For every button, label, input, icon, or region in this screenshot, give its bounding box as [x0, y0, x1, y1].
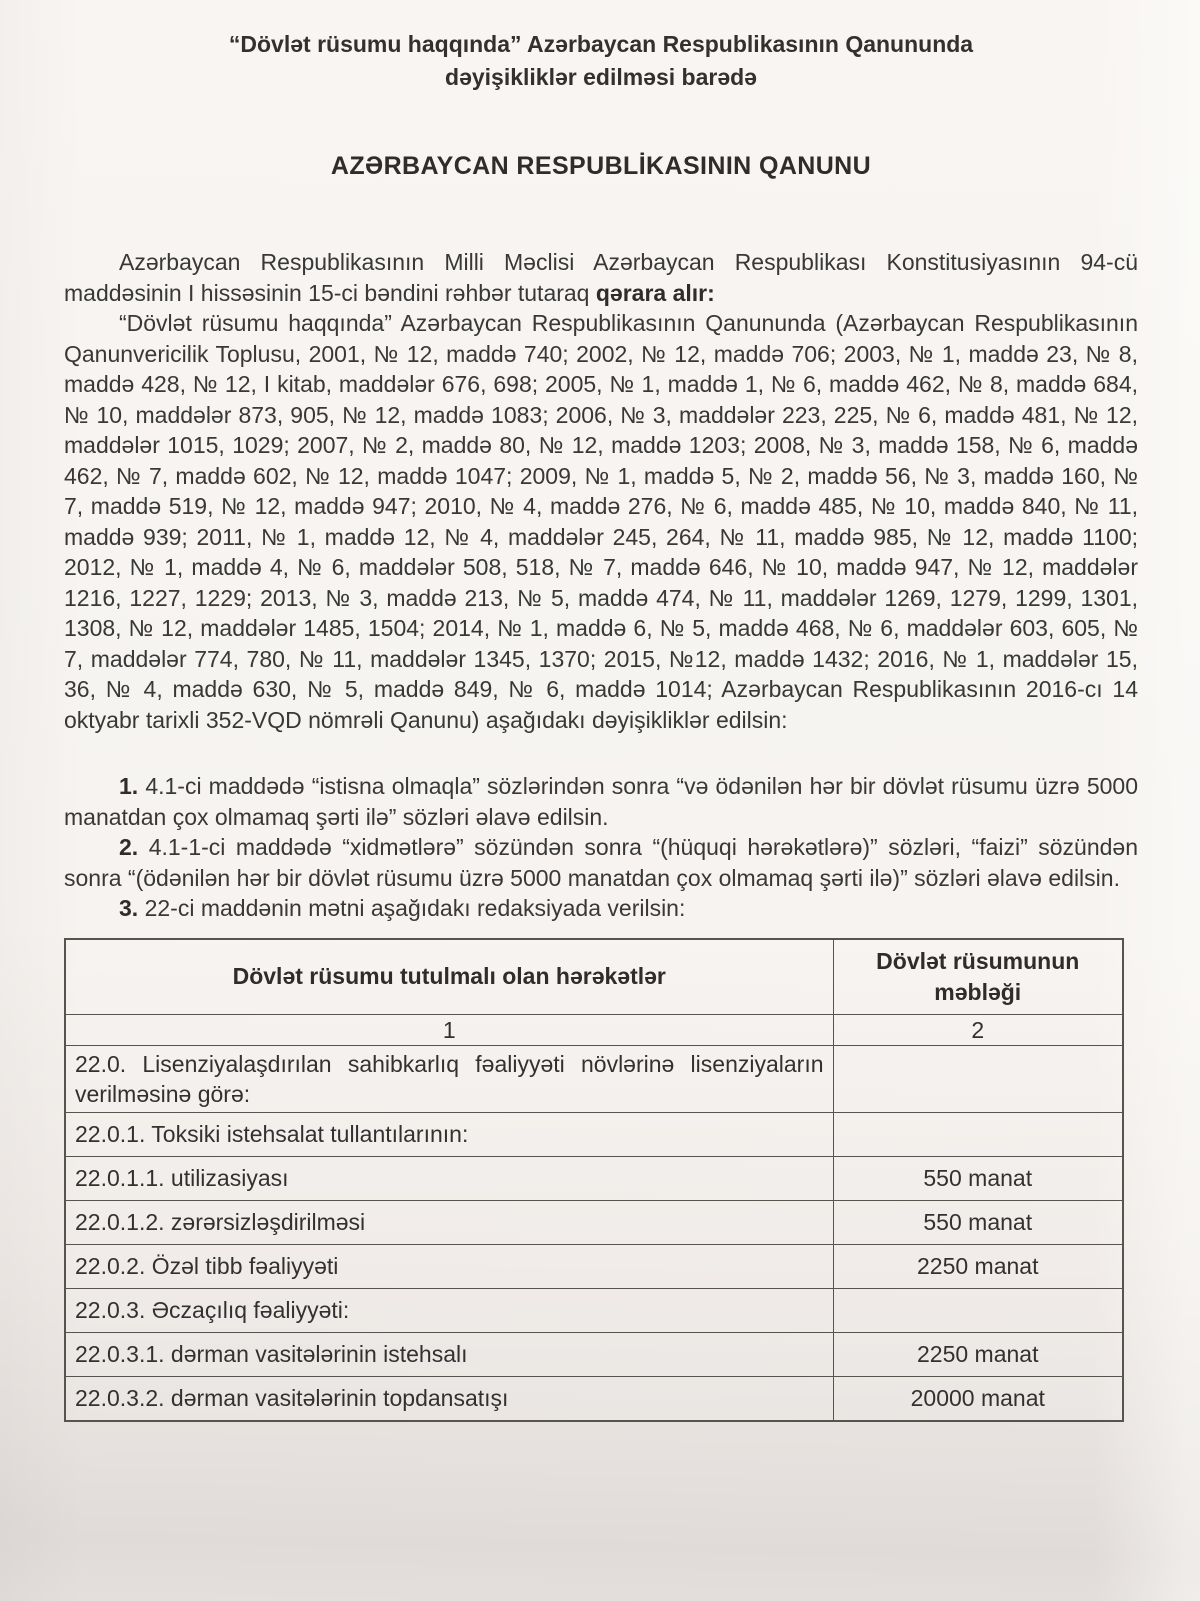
item-3-number: 3.: [119, 895, 139, 921]
table-row: [65, 1244, 1123, 1288]
amount-cell: 2250 manat: [833, 1332, 1123, 1376]
fee-table-header-row: [65, 939, 1123, 1015]
amendment-item-1: [64, 771, 1138, 832]
item-3-text: 22-ci maddənin mətni aşağıdakı redaksiyada verilsin:: [144, 895, 686, 921]
action-cell: 22.0.3. Əczaçılıq fəaliyyəti:: [65, 1288, 833, 1332]
fee-table: [64, 938, 1124, 1422]
document-subtitle-line1: “Dövlət rüsumu haqqında” Azərbaycan Respublikasının Qanununda: [228, 31, 974, 57]
amount-cell: 550 manat: [833, 1200, 1123, 1244]
table-row: [65, 1156, 1123, 1200]
amendment-intro-paragraph: “Dövlət rüsumu haqqında” Azərbaycan Respublikasının Qanununda (Azərbaycan Respublikasının Qanunvericilik Toplusu, 2001, № 12, maddə 740; 2002, № 12, maddə 706; 2003, № 1, maddə 23, № 8, maddə 428, № 12, I kitab, maddələr 676, 698; 2005, № 1, maddə 1, № 6, maddə 462, № 8, maddə 684, № 10, maddələr 873, 905, № 12, maddə 1083; 2006, № 3, maddələr 223, 225, № 6, maddə 481, № 12, maddələr 1015, 1029; 2007, № 2, maddə 80, № 12, maddə 1203; 2008, № 3, maddə 158, № 6, maddə 462, № 7, maddə 602, № 12, maddə 1047; 2009, № 1, maddə 5, № 2, maddə 56, № 3, maddə 160, № 7, maddə 519, № 12, maddə 947; 2010, № 4, maddə 276, № 6, maddə 485, № 10, maddə 840, № 11, maddə 939; 2011, № 1, maddə 12, № 4, maddələr 245, 264, № 11, maddə 985, № 12, maddə 1100; 2012, № 1, maddə 4, № 6, maddələr 508, 518, № 7, maddə 646, № 10, maddə 947, № 12, maddələr 1216, 1227, 1229; 2013, № 3, maddə 213, № 5, maddə 474, № 11, maddələr 1269, 1279, 1299, 1301, 1308, № 12, maddələr 1485, 1504; 2014, № 1, maddə 6, № 5, maddə 468, № 6, maddələr 603, 605, № 7, maddələr 774, 780, № 11, maddələr 1345, 1370; 2015, №12, maddə 1432; 2016, № 1, maddələr 15, 36, № 4, maddə 630, № 5, maddə 849, № 6, maddə 1014; Azərbaycan Respublikasının 2016-cı 14 oktyabr tarixli 352-VQD nömrəli Qanunu) aşağıdakı dəyişikliklər edilsin:: [64, 310, 1138, 733]
amount-cell: 550 manat: [833, 1156, 1123, 1200]
action-cell: 22.0.1.1. utilizasiyası: [65, 1156, 833, 1200]
amount-cell: [833, 1045, 1123, 1112]
action-cell: 22.0.1. Toksiki istehsalat tullantılarının:: [65, 1112, 833, 1156]
amount-cell: 20000 manat: [833, 1376, 1123, 1421]
amendment-item-3: [64, 893, 1138, 924]
item-2-number: 2.: [119, 834, 139, 860]
document-body: [64, 247, 1138, 924]
action-cell: 22.0.2. Özəl tibb fəaliyyəti: [65, 1244, 833, 1288]
action-cell: 22.0.3.2. dərman vasitələrinin topdansatışı: [65, 1376, 833, 1421]
document-subtitle-line2: dəyişikliklər edilməsi barədə: [445, 64, 757, 90]
item-1-text: 4.1-ci maddədə “istisna olmaqla” sözlərindən sonra “və ödənilən hər bir dövlət rüsumu üzrə 5000 manatdan çox olmamaq şərti ilə” sözləri əlavə edilsin.: [64, 773, 1138, 830]
amount-column-header: Dövlət rüsumunun məbləği: [833, 939, 1123, 1015]
table-row: [65, 1045, 1123, 1112]
document-title: AZƏRBAYCAN RESPUBLİKASININ QANUNU: [330, 152, 872, 180]
amount-column-index: 2: [833, 1014, 1123, 1045]
table-row: [65, 1288, 1123, 1332]
action-cell: 22.0.3.1. dərman vasitələrinin istehsalı: [65, 1332, 833, 1376]
fee-table-index-row: [65, 1014, 1123, 1045]
action-cell: 22.0.1.2. zərərsizləşdirilməsi: [65, 1200, 833, 1244]
amount-cell: 2250 manat: [833, 1244, 1123, 1288]
actions-column-header: Dövlət rüsumu tutulmalı olan hərəkətlər: [65, 939, 833, 1015]
document-subtitle: [64, 28, 1138, 94]
table-row: [65, 1112, 1123, 1156]
action-cell: 22.0. Lisenziyalaşdırılan sahibkarlıq fəaliyyəti növlərinə lisenziyaların verilməsinə görə:: [65, 1045, 833, 1112]
preamble-decree-phrase: qərara alır:: [595, 279, 715, 306]
amendment-item-2: [64, 832, 1138, 893]
preamble-paragraph: [64, 247, 1138, 308]
preamble-text: Azərbaycan Respublikasının Milli Məclisi Azərbaycan Respublikası Konstitusiyasının 94-cü maddəsinin I hissəsinin 15-ci bəndini rəhbər tutaraq: [64, 249, 1138, 306]
actions-column-index: 1: [65, 1014, 833, 1045]
table-row: [65, 1200, 1123, 1244]
item-1-number: 1.: [119, 773, 139, 799]
amount-cell: [833, 1112, 1123, 1156]
item-2-text: 4.1-1-ci maddədə “xidmətlərə” sözündən sonra “(hüquqi hərəkətlərə)” sözləri, “faizi” sözündən sonra “(ödənilən hər bir dövlət rüsumu üzrə 5000 manatdan çox olmamaq şərti ilə)” sözləri əlavə edilsin.: [64, 834, 1139, 891]
table-row: [65, 1376, 1123, 1421]
table-row: [65, 1332, 1123, 1376]
amount-cell: [833, 1288, 1123, 1332]
